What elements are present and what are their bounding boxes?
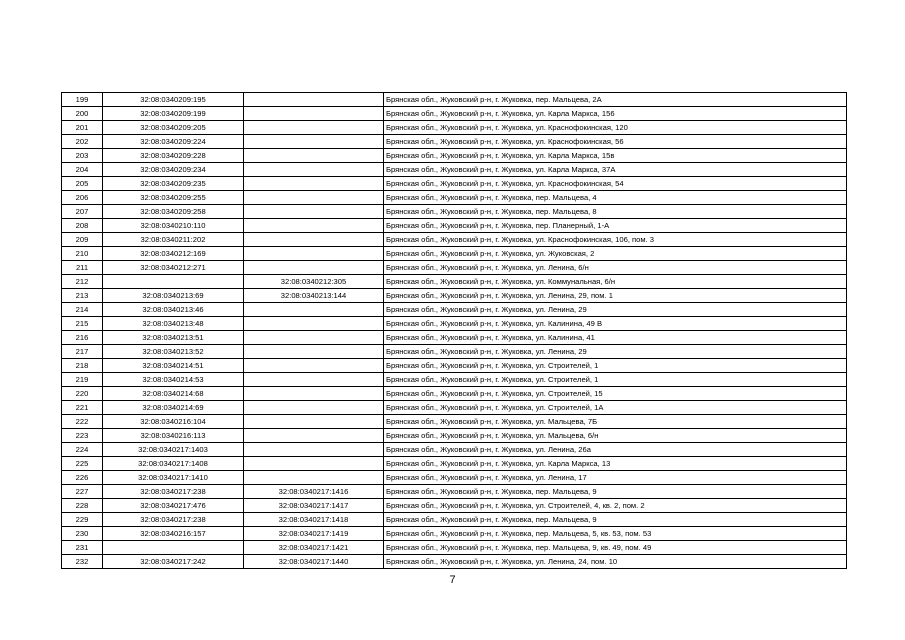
row-number-cell: 226 [62, 471, 103, 485]
address-cell: Брянская обл., Жуковский р-н, г. Жуковка, ул. Карла Маркса, 37А [384, 163, 847, 177]
row-number-cell: 200 [62, 107, 103, 121]
cadastral-number-cell: 32:08:0340213:69 [103, 289, 244, 303]
table-row [62, 499, 847, 513]
table-row [62, 107, 847, 121]
table-row [62, 457, 847, 471]
row-number-cell: 205 [62, 177, 103, 191]
related-cadastral-number-cell [244, 191, 384, 205]
address-cell: Брянская обл., Жуковский р-н, г. Жуковка, пер. Мальцева, 5, кв. 53, пом. 53 [384, 527, 847, 541]
cadastral-number-cell: 32:08:0340216:104 [103, 415, 244, 429]
table-row [62, 359, 847, 373]
cadastral-number-cell: 32:08:0340214:53 [103, 373, 244, 387]
address-cell: Брянская обл., Жуковский р-н, г. Жуковка, ул. Карла Маркса, 13 [384, 457, 847, 471]
table-row [62, 485, 847, 499]
page-number: 7 [449, 574, 456, 586]
related-cadastral-number-cell: 32:08:0340217:1440 [244, 555, 384, 569]
address-cell: Брянская обл., Жуковский р-н, г. Жуковка, ул. Краснофокинская, 120 [384, 121, 847, 135]
table-row [62, 541, 847, 555]
related-cadastral-number-cell [244, 429, 384, 443]
cadastral-number-cell: 32:08:0340213:46 [103, 303, 244, 317]
row-number-cell: 224 [62, 443, 103, 457]
row-number-cell: 211 [62, 261, 103, 275]
table-row [62, 415, 847, 429]
related-cadastral-number-cell [244, 261, 384, 275]
cadastral-number-cell: 32:08:0340209:195 [103, 93, 244, 107]
row-number-cell: 209 [62, 233, 103, 247]
address-cell: Брянская обл., Жуковский р-н, г. Жуковка, ул. Ленина, 24, пом. 10 [384, 555, 847, 569]
related-cadastral-number-cell: 32:08:0340217:1418 [244, 513, 384, 527]
address-cell: Брянская обл., Жуковский р-н, г. Жуковка, ул. Краснофокинская, 106, пом. 3 [384, 233, 847, 247]
cadastral-number-cell: 32:08:0340209:235 [103, 177, 244, 191]
address-cell: Брянская обл., Жуковский р-н, г. Жуковка, ул. Калинина, 41 [384, 331, 847, 345]
table-row [62, 331, 847, 345]
table-row [62, 387, 847, 401]
table-row [62, 471, 847, 485]
cadastral-number-cell: 32:08:0340213:51 [103, 331, 244, 345]
cadastral-number-cell: 32:08:0340211:202 [103, 233, 244, 247]
cadastral-number-cell: 32:08:0340210:110 [103, 219, 244, 233]
row-number-cell: 230 [62, 527, 103, 541]
cadastral-number-cell: 32:08:0340216:113 [103, 429, 244, 443]
row-number-cell: 213 [62, 289, 103, 303]
row-number-cell: 203 [62, 149, 103, 163]
address-cell: Брянская обл., Жуковский р-н, г. Жуковка, ул. Мальцева, 7Б [384, 415, 847, 429]
table-row [62, 275, 847, 289]
cadastral-number-cell: 32:08:0340209:258 [103, 205, 244, 219]
related-cadastral-number-cell: 32:08:0340213:144 [244, 289, 384, 303]
address-cell: Брянская обл., Жуковский р-н, г. Жуковка, пер. Мальцева, 9, кв. 49, пом. 49 [384, 541, 847, 555]
address-cell: Брянская обл., Жуковский р-н, г. Жуковка, пер. Мальцева, 8 [384, 205, 847, 219]
row-number-cell: 199 [62, 93, 103, 107]
related-cadastral-number-cell [244, 331, 384, 345]
address-cell: Брянская обл., Жуковский р-н, г. Жуковка, ул. Жуковская, 2 [384, 247, 847, 261]
cadastral-number-cell: 32:08:0340217:1408 [103, 457, 244, 471]
address-cell: Брянская обл., Жуковский р-н, г. Жуковка, ул. Коммунальная, 6/н [384, 275, 847, 289]
table-row [62, 177, 847, 191]
row-number-cell: 219 [62, 373, 103, 387]
address-cell: Брянская обл., Жуковский р-н, г. Жуковка, ул. Краснофокинская, 56 [384, 135, 847, 149]
row-number-cell: 212 [62, 275, 103, 289]
address-cell: Брянская обл., Жуковский р-н, г. Жуковка, ул. Ленина, 29, пом. 1 [384, 289, 847, 303]
cadastral-number-cell: 32:08:0340209:234 [103, 163, 244, 177]
cadastral-number-cell: 32:08:0340217:238 [103, 513, 244, 527]
cadastral-number-cell: 32:08:0340212:271 [103, 261, 244, 275]
related-cadastral-number-cell [244, 135, 384, 149]
related-cadastral-number-cell [244, 345, 384, 359]
related-cadastral-number-cell [244, 107, 384, 121]
cadastral-number-cell: 32:08:0340213:48 [103, 317, 244, 331]
row-number-cell: 228 [62, 499, 103, 513]
related-cadastral-number-cell [244, 219, 384, 233]
table-body [62, 93, 847, 569]
cadastral-number-cell: 32:08:0340209:228 [103, 149, 244, 163]
row-number-cell: 231 [62, 541, 103, 555]
related-cadastral-number-cell [244, 317, 384, 331]
row-number-cell: 210 [62, 247, 103, 261]
row-number-cell: 217 [62, 345, 103, 359]
cadastral-number-cell: 32:08:0340217:1403 [103, 443, 244, 457]
address-cell: Брянская обл., Жуковский р-н, г. Жуковка, ул. Краснофокинская, 54 [384, 177, 847, 191]
related-cadastral-number-cell [244, 457, 384, 471]
address-cell: Брянская обл., Жуковский р-н, г. Жуковка, ул. Строителей, 1 [384, 373, 847, 387]
cadastral-number-cell [103, 275, 244, 289]
related-cadastral-number-cell [244, 401, 384, 415]
table-row [62, 429, 847, 443]
related-cadastral-number-cell [244, 415, 384, 429]
related-cadastral-number-cell [244, 121, 384, 135]
cadastral-number-cell: 32:08:0340216:157 [103, 527, 244, 541]
address-cell: Брянская обл., Жуковский р-н, г. Жуковка, ул. Ленина, 29 [384, 345, 847, 359]
row-number-cell: 215 [62, 317, 103, 331]
cadastral-number-cell: 32:08:0340217:476 [103, 499, 244, 513]
related-cadastral-number-cell [244, 303, 384, 317]
row-number-cell: 220 [62, 387, 103, 401]
row-number-cell: 222 [62, 415, 103, 429]
related-cadastral-number-cell [244, 205, 384, 219]
related-cadastral-number-cell: 32:08:0340217:1417 [244, 499, 384, 513]
row-number-cell: 218 [62, 359, 103, 373]
cadastral-number-cell [103, 541, 244, 555]
row-number-cell: 207 [62, 205, 103, 219]
table-row [62, 121, 847, 135]
related-cadastral-number-cell [244, 149, 384, 163]
address-cell: Брянская обл., Жуковский р-н, г. Жуковка, пер. Мальцева, 2А [384, 93, 847, 107]
address-cell: Брянская обл., Жуковский р-н, г. Жуковка, ул. Строителей, 15 [384, 387, 847, 401]
cadastral-number-cell: 32:08:0340209:205 [103, 121, 244, 135]
table-row [62, 443, 847, 457]
address-cell: Брянская обл., Жуковский р-н, г. Жуковка, ул. Строителей, 4, кв. 2, пом. 2 [384, 499, 847, 513]
address-cell: Брянская обл., Жуковский р-н, г. Жуковка, ул. Карла Маркса, 15в [384, 149, 847, 163]
row-number-cell: 206 [62, 191, 103, 205]
address-cell: Брянская обл., Жуковский р-н, г. Жуковка, ул. Ленина, 6/н [384, 261, 847, 275]
related-cadastral-number-cell: 32:08:0340217:1416 [244, 485, 384, 499]
table-row [62, 247, 847, 261]
related-cadastral-number-cell [244, 373, 384, 387]
address-cell: Брянская обл., Жуковский р-н, г. Жуковка, пер. Мальцева, 9 [384, 485, 847, 499]
address-cell: Брянская обл., Жуковский р-н, г. Жуковка, пер. Мальцева, 4 [384, 191, 847, 205]
related-cadastral-number-cell [244, 93, 384, 107]
table-row [62, 261, 847, 275]
cadastral-number-cell: 32:08:0340217:238 [103, 485, 244, 499]
row-number-cell: 225 [62, 457, 103, 471]
address-cell: Брянская обл., Жуковский р-н, г. Жуковка, ул. Ленина, 17 [384, 471, 847, 485]
table-row [62, 149, 847, 163]
related-cadastral-number-cell [244, 443, 384, 457]
row-number-cell: 214 [62, 303, 103, 317]
table-row [62, 219, 847, 233]
related-cadastral-number-cell [244, 163, 384, 177]
cadastral-number-cell: 32:08:0340213:52 [103, 345, 244, 359]
row-number-cell: 216 [62, 331, 103, 345]
table-row [62, 527, 847, 541]
table-row [62, 93, 847, 107]
cadastral-number-cell: 32:08:0340214:69 [103, 401, 244, 415]
related-cadastral-number-cell [244, 177, 384, 191]
table-row [62, 317, 847, 331]
related-cadastral-number-cell [244, 471, 384, 485]
related-cadastral-number-cell: 32:08:0340217:1419 [244, 527, 384, 541]
address-cell: Брянская обл., Жуковский р-н, г. Жуковка, пер. Планерный, 1-А [384, 219, 847, 233]
cadastral-number-cell: 32:08:0340217:1410 [103, 471, 244, 485]
row-number-cell: 223 [62, 429, 103, 443]
cadastral-number-cell: 32:08:0340214:68 [103, 387, 244, 401]
row-number-cell: 232 [62, 555, 103, 569]
address-cell: Брянская обл., Жуковский р-н, г. Жуковка, пер. Мальцева, 9 [384, 513, 847, 527]
table-row [62, 555, 847, 569]
address-cell: Брянская обл., Жуковский р-н, г. Жуковка, ул. Мальцева, 6/н [384, 429, 847, 443]
address-cell: Брянская обл., Жуковский р-н, г. Жуковка, ул. Ленина, 26а [384, 443, 847, 457]
cadastral-number-cell: 32:08:0340209:255 [103, 191, 244, 205]
cadastral-table [61, 92, 847, 569]
row-number-cell: 208 [62, 219, 103, 233]
row-number-cell: 202 [62, 135, 103, 149]
document-sheet [61, 92, 847, 569]
row-number-cell: 204 [62, 163, 103, 177]
table-row [62, 401, 847, 415]
address-cell: Брянская обл., Жуковский р-н, г. Жуковка, ул. Строителей, 1 [384, 359, 847, 373]
table-row [62, 191, 847, 205]
address-cell: Брянская обл., Жуковский р-н, г. Жуковка, ул. Калинина, 49 В [384, 317, 847, 331]
related-cadastral-number-cell [244, 387, 384, 401]
row-number-cell: 201 [62, 121, 103, 135]
table-row [62, 289, 847, 303]
table-row [62, 303, 847, 317]
table-row [62, 233, 847, 247]
cadastral-number-cell: 32:08:0340217:242 [103, 555, 244, 569]
cadastral-number-cell: 32:08:0340209:199 [103, 107, 244, 121]
address-cell: Брянская обл., Жуковский р-н, г. Жуковка, ул. Карла Маркса, 156 [384, 107, 847, 121]
table-row [62, 373, 847, 387]
row-number-cell: 221 [62, 401, 103, 415]
table-row [62, 163, 847, 177]
cadastral-number-cell: 32:08:0340209:224 [103, 135, 244, 149]
related-cadastral-number-cell [244, 247, 384, 261]
row-number-cell: 229 [62, 513, 103, 527]
table-row [62, 345, 847, 359]
address-cell: Брянская обл., Жуковский р-н, г. Жуковка, ул. Строителей, 1А [384, 401, 847, 415]
table-row [62, 205, 847, 219]
row-number-cell: 227 [62, 485, 103, 499]
related-cadastral-number-cell [244, 359, 384, 373]
cadastral-number-cell: 32:08:0340214:51 [103, 359, 244, 373]
related-cadastral-number-cell [244, 233, 384, 247]
cadastral-number-cell: 32:08:0340212:169 [103, 247, 244, 261]
related-cadastral-number-cell: 32:08:0340217:1421 [244, 541, 384, 555]
address-cell: Брянская обл., Жуковский р-н, г. Жуковка, ул. Ленина, 29 [384, 303, 847, 317]
table-row [62, 513, 847, 527]
related-cadastral-number-cell: 32:08:0340212:305 [244, 275, 384, 289]
table-row [62, 135, 847, 149]
